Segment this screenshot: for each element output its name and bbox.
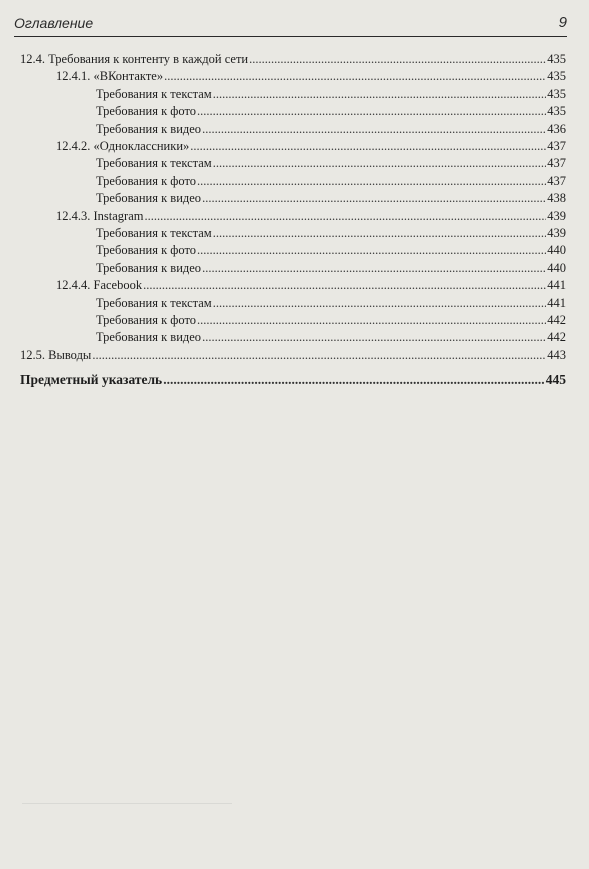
toc-entry-label: 12.4.4. Facebook <box>56 278 143 293</box>
toc-entry-label: 12.4.2. «Одноклассники» <box>56 139 190 153</box>
toc-entry-label: 12.4. Требования к контенту в каждой сети <box>20 52 249 66</box>
toc-entry-label: 12.4.3. Instagram <box>56 208 144 223</box>
toc-leader-dots <box>143 278 546 293</box>
toc-entry-label: Требования к фото <box>96 243 197 258</box>
toc-entry-label: Требования к видео <box>96 330 202 345</box>
running-title: Оглавление <box>14 15 94 31</box>
toc-entry[interactable] <box>96 226 566 241</box>
toc-leader-dots <box>197 174 546 189</box>
toc-entry[interactable] <box>96 330 566 345</box>
toc-entry[interactable] <box>20 348 566 363</box>
toc-entry-page: 441 <box>547 278 566 293</box>
toc-leader-dots <box>197 104 546 119</box>
toc-entry-page: 435 <box>547 86 566 101</box>
toc-leader-dots <box>92 348 546 363</box>
toc-leader-dots <box>163 372 545 387</box>
toc-entry-label: Требования к видео <box>96 260 202 275</box>
toc-entry[interactable] <box>56 278 566 293</box>
toc-leader-dots <box>202 191 546 206</box>
toc-entry-page: 442 <box>547 313 566 327</box>
toc-entry-page: 437 <box>547 173 566 188</box>
toc-entry[interactable] <box>56 69 566 84</box>
toc-entry[interactable] <box>56 139 566 154</box>
toc-entry[interactable] <box>96 122 566 137</box>
toc-leader-dots <box>202 261 546 276</box>
toc-entry[interactable] <box>20 52 566 67</box>
toc-entry-label: Предметный указатель <box>20 372 163 387</box>
toc-entry-label: Требования к фото <box>96 104 197 119</box>
page-header <box>14 12 567 37</box>
toc-leader-dots <box>164 69 546 84</box>
toc-entry-page: 435 <box>547 69 566 84</box>
toc-entry-label: 12.4.1. «ВКонтакте» <box>56 69 164 84</box>
toc-entry-page: 441 <box>547 295 566 310</box>
bleed-through-rule <box>22 803 232 804</box>
toc-entry-label: Требования к фото <box>96 173 197 188</box>
toc-leader-dots <box>213 296 547 311</box>
toc-entry[interactable] <box>96 191 566 206</box>
toc-entry-label: 12.5. Выводы <box>20 347 92 362</box>
toc-leader-dots <box>213 156 547 171</box>
toc-entry[interactable] <box>96 243 566 258</box>
toc-leader-dots <box>213 226 547 241</box>
toc-entry-label: Требования к видео <box>96 191 202 206</box>
toc-leader-dots <box>197 313 546 328</box>
toc-entry-page: 435 <box>547 104 566 119</box>
toc-leader-dots <box>190 139 546 154</box>
toc-entry-page: 437 <box>547 139 566 153</box>
toc-entry[interactable] <box>96 174 566 189</box>
toc-entry[interactable] <box>96 156 566 171</box>
toc-entry[interactable] <box>96 313 566 328</box>
toc-entry-subject-index[interactable] <box>20 372 566 387</box>
toc-leader-dots <box>213 87 547 102</box>
toc-entry-page: 439 <box>547 208 566 223</box>
toc-leader-dots <box>202 330 546 345</box>
toc-entry[interactable] <box>96 296 566 311</box>
toc-entry-page: 435 <box>547 52 566 66</box>
toc-entry-label: Требования к текстам <box>96 86 212 101</box>
toc-entry-page: 439 <box>547 226 566 240</box>
toc-leader-dots <box>144 209 546 224</box>
toc-entry-label: Требования к текстам <box>96 295 212 310</box>
toc-entry-page: 436 <box>547 121 566 136</box>
toc-entry[interactable] <box>96 104 566 119</box>
toc-entry-label: Требования к текстам <box>96 156 212 171</box>
toc-entry-page: 445 <box>545 372 566 387</box>
toc-entry-page: 440 <box>547 260 566 275</box>
page-number: 9 <box>558 14 567 31</box>
toc-entry-page: 442 <box>547 330 566 345</box>
toc-entry-label: Требования к видео <box>96 121 202 136</box>
toc-entry[interactable] <box>96 261 566 276</box>
toc-entry-label: Требования к фото <box>96 313 197 327</box>
toc-leader-dots <box>197 243 546 258</box>
toc-leader-dots <box>249 52 546 67</box>
toc-entry-label: Требования к текстам <box>96 226 212 240</box>
toc-entry-page: 440 <box>547 243 566 258</box>
toc-entry-page: 443 <box>547 347 566 362</box>
toc-entry[interactable] <box>56 209 566 224</box>
toc-leader-dots <box>202 122 546 137</box>
toc-entry-page: 437 <box>547 156 566 171</box>
toc-entry[interactable] <box>96 87 566 102</box>
toc-entry-page: 438 <box>547 191 566 206</box>
